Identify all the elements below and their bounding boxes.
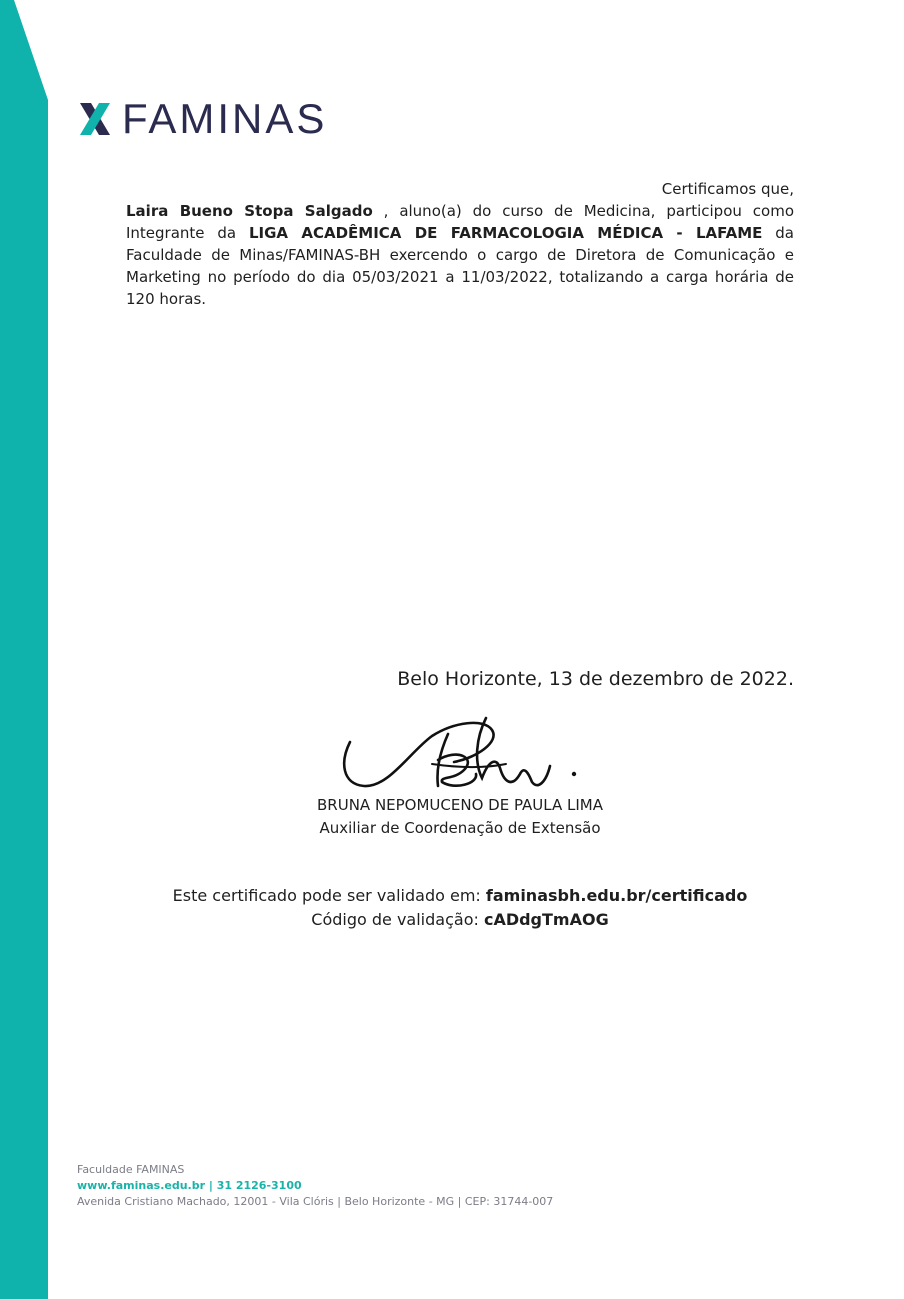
validation-url: faminasbh.edu.br/certificado (485, 886, 748, 905)
footer-address: Avenida Cristiano Machado, 12001 - Vila Clóris | Belo Horizonte - MG | CEP: 31744-007 (77, 1195, 554, 1208)
footer-institution: Faculdade FAMINAS (77, 1163, 185, 1176)
footer (77, 1162, 553, 1210)
teal-side-band (0, 0, 60, 1299)
validation-label: Este certificado pode ser validado em: (172, 886, 486, 905)
student-name: Laira Bueno Stopa Salgado (126, 202, 373, 220)
brand-name: FAMINAS (122, 95, 328, 142)
signer-name: BRUNA NEPOMUCENO DE PAULA LIMA (317, 796, 603, 814)
certificate-intro: Certificamos que, (661, 180, 794, 198)
validation-code: cADdgTmAOG (483, 910, 609, 929)
footer-web-phone: www.faminas.edu.br | 31 2126-3100 (77, 1179, 302, 1192)
league-name: LIGA ACADÊMICA DE FARMACOLOGIA MÉDICA - LAFAME (248, 224, 763, 242)
faminas-logo (76, 95, 328, 142)
certificate-text-2: da Faculdade de Minas/FAMINAS-BH exercendo o cargo de Diretora de Comunicação e Marketing no período do dia 05/03/2021 a 11/03/2022, totalizando a carga horária de 120 horas. (126, 224, 794, 308)
certificate-body (126, 200, 794, 310)
certificate-text-1: , aluno(a) do curso de Medicina, participou como Integrante da (126, 202, 794, 242)
signer-role: Auxiliar de Coordenação de Extensão (319, 819, 601, 837)
validation-code-line (60, 908, 860, 931)
validation-code-label: Código de validação: (311, 910, 484, 929)
validation-line (60, 884, 860, 907)
faminas-x-mark-icon (76, 99, 114, 139)
place-date: Belo Horizonte, 13 de dezembro de 2022. (397, 668, 794, 690)
